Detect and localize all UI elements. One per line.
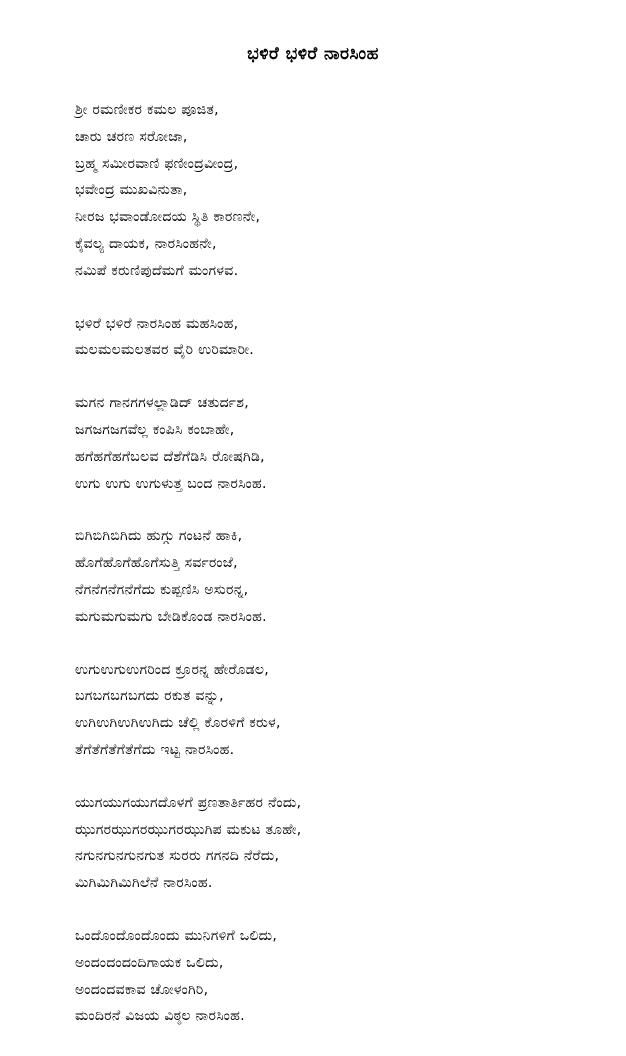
poem-line: ಶ್ರೀ ರಮಣೀಕರ ಕಮಲ ಪೂಜಿತ, [75,102,219,118]
stanza [75,657,595,764]
poem-line: ಕೈವಲ್ಯ ದಾಯಕ, ನಾರಸಿಂಹನೇ, [75,235,217,252]
poem-line: ಹೊಗೆಹೊಗೆಹೊಗೆಸುತ್ತಿ ಸರ್ವರಂಜೆ, [75,555,238,572]
poem-line: ನೆಗನೆಗನೆಗನೆಗೆದು ಕುಪ್ಪಣಿಸಿ ಅಸುರನ್ನ, [75,581,249,598]
poem-line: ಚಾರು ಚರಣ ಸರೋಜಾ, [75,128,188,145]
poem-line: ಮಂದಿರನೆ ವಿಜಯ ವಿಠ್ಠಲ ನಾರಸಿಂಹ. [75,1008,245,1025]
poem-body [75,97,595,1056]
poem-line: ಭಳಿರೆ ಭಳಿರೆ ನಾರಸಿಂಹ ಮಹಸಿಂಹ, [75,315,239,332]
poem-line: ಉಗುಉಗುಉಗರಿಂದ ಕ್ರೂರನ್ನ ಹೇರೊಡಲ, [75,661,270,678]
poem-line: ಬ್ರಹ್ಮ ಸಮೀರವಾಣಿ ಫಣೀಂದ್ರವೀಂದ್ರ, [75,155,239,172]
poem-line: ಬಗಬಗಬಗಬಗದು ರಕುತ ವನ್ನು, [75,688,224,705]
poem-line: ಮಗುಮಗುಮಗು ಬೇಡಿಕೊಂಡ ನಾರಸಿಂಹ. [75,608,267,625]
poem-line: ಮಗನ ಗಾನಗಗಳಲ್ಲಾಡಿದ್ ಚತುರ್ದಶ, [75,395,249,412]
poem-line: ನಗುನಗುನಗುನಗುತ ಸುರರು ಗಗನದಿ ನೆರೆದು, [75,848,280,865]
stanza [75,311,595,365]
poem-line: ಅಂದಂದಂದಂದಿಗಾಯಕ ಒಲಿದು, [75,954,224,971]
poem-line: ಒಂದೊಂದೊಂದೊಂದು ಮುನಿಗಳಿಗೆ ಒಲಿದು, [75,927,278,944]
poem-line: ಝುಗರಝುಗರಝುಗರಝುಗಿಪ ಮಕುಟ ತೂಹೇ, [75,821,302,838]
poem-line: ಜಗಜಗಜಗವೆಲ್ಲ ಕಂಪಿಸಿ ಕಂಬಾಹೇ, [75,421,235,438]
stanza [75,923,595,1030]
stanza [75,790,595,897]
stanza [75,523,595,630]
poem-line: ಬಿಗಿಬಿಗಿಬಿಗಿದು ಹುಗ್ಗು ಗಂಟನೆ ಹಾಕಿ, [75,528,243,545]
stanza [75,390,595,497]
poem-title: ಭಳಿರೆ ಭಳಿರೆ ನಾರಸಿಂಹ [247,44,379,64]
poem-line: ಮಲಮಲಮಲತವರ ವೈರಿ ಉರಿಮಾರೀ. [75,342,255,359]
poem-line: ಅಂದಂದವಕಾವ ಚೋಳಂಗಿರಿ, [75,981,209,998]
poem-line: ಭವೇಂದ್ರ ಮುಖವಿನುತಾ, [75,182,188,199]
poem-line: ಯುಗಯುಗಯುಗದೊಳಗೆ ಪ್ರಣತಾರ್ತಿಹರ ನೆಂದು, [75,794,302,811]
poem-line: ಮಿಗಿಮಿಗಿಮಿಗಿಲೆನೆ ನಾರಸಿಂಹ. [75,875,213,892]
poem-line: ಹಗೆಹಗೆಹಗೆಬಲವ ದೆಶೆಗೆಡಿಸಿ ರೋಷಗಿಡಿ, [75,448,265,465]
stanza [75,97,595,285]
poem-line: ತೆಗೆತೆಗೆತೆಗೆತೆಗೆದು ಇಟ್ಟ ನಾರಸಿಂಹ. [75,741,235,758]
poem-line: ಉಗು ಉಗು ಉಗುಳುತ್ತ ಬಂದ ನಾರಸಿಂಹ. [75,475,267,492]
poem-line: ಉಗಿಉಗಿಉಗಿಉಗಿದು ಚೆಲ್ಲಿ ಕೊರಳಿಗೆ ಕರುಳ, [75,715,281,732]
poem-line: ನಮಿಪೆ ಕರುಣಿಪುದೆಮಗೆ ಮಂಗಳವ. [75,262,239,279]
poem-line: ನೀರಜ ಭವಾಂಡೋದಯ ಸ್ಥಿತಿ ಕಾರಣನೇ, [75,209,261,226]
